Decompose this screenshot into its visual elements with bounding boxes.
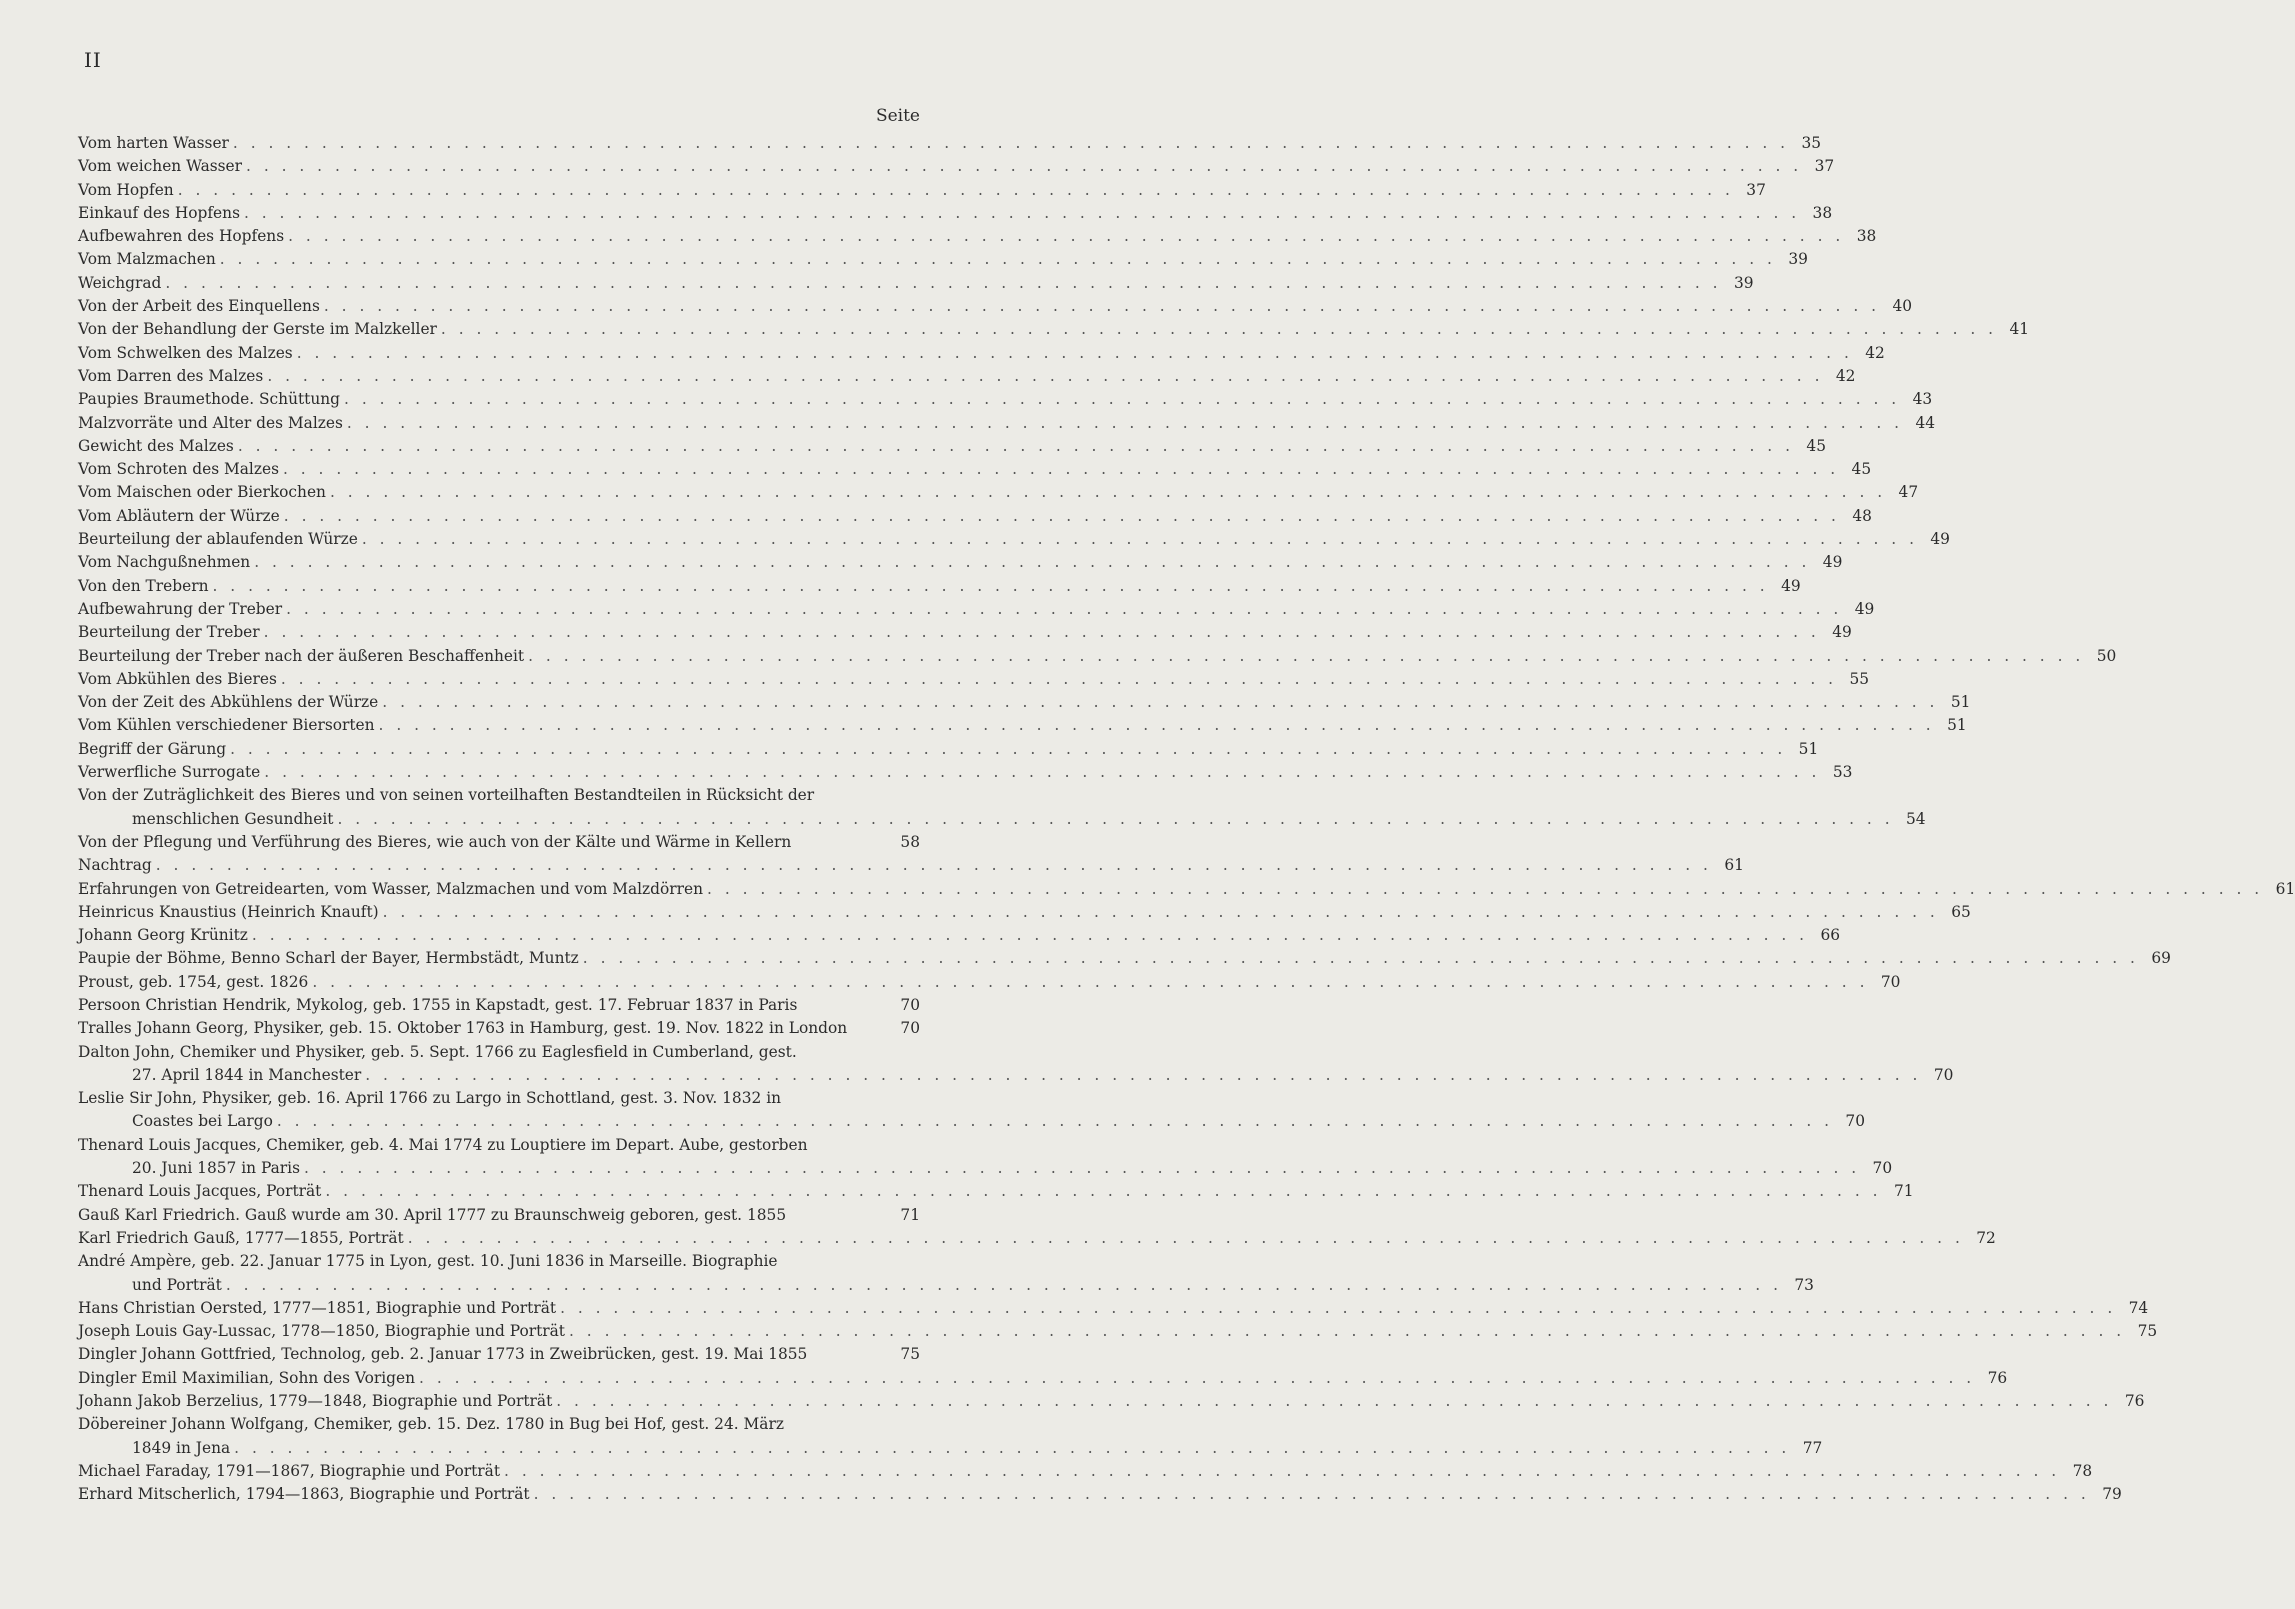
toc-entry [78,412,1936,435]
toc-entry-title: Erfahrungen von Getreidearten, vom Wasser, Malzmachen und vom Malzdörren [78,879,704,898]
toc-entry-title: Döbereiner Johann Wolfgang, Chemiker, geb. 15. Dez. 1780 in Bug bei Hof, gest. 24. März [78,1415,784,1434]
dot-leader [375,714,1941,737]
toc-entry-title: Paupie der Böhme, Benno Scharl der Bayer, Hermbstädt, Muntz [78,949,579,968]
toc-entry [78,784,1926,831]
toc-entry-title: Vom Malzmachen [78,250,216,269]
toc-entry-page: 70 [900,995,920,1014]
toc-entry-title-continued: Coastes bei Largo [132,1112,273,1131]
toc-entry-title: Johann Georg Krünitz [78,926,248,945]
toc-entry-title-continued: 1849 in Jena [132,1438,231,1457]
toc-entry [78,924,1841,947]
toc-entry [78,598,1875,621]
toc-entry-page: 49 [1832,623,1852,642]
toc-entry [78,295,1913,318]
dot-leader [404,1227,1970,1250]
toc-entry-page: 70 [1933,1065,1954,1084]
toc-entry [78,225,1877,248]
toc-entry [78,318,2030,341]
toc-entry-title: Vom Schroten des Malzes [78,460,279,479]
toc-entry-page: 77 [1802,1438,1823,1457]
dot-leader [230,1437,1796,1460]
dot-leader [343,412,1909,435]
toc-entry-page: 61 [1724,856,1744,875]
toc-entry-page: 66 [1820,926,1841,945]
toc-entry-title: Von den Trebern [78,576,209,595]
toc-entry-title: Persoon Christian Hendrik, Mykolog, geb. 1755 in Kapstadt, gest. 17. Februar 1837 in Paris [78,995,798,1014]
dot-leader [579,947,2145,970]
toc-entry-page: 61 [2275,879,2295,898]
toc-entry-page: 41 [2009,320,2030,339]
toc-entry [78,1320,2158,1343]
toc-entry-page: 65 [1951,902,1971,921]
toc-entry-title: Thenard Louis Jacques, Porträt [78,1182,322,1201]
toc-entry-page: 51 [1947,716,1967,735]
toc-entry-page: 49 [1930,530,1950,549]
toc-entry-title: Beurteilung der Treber nach der äußeren Beschaffenheit [78,646,525,665]
toc-entry-page: 50 [2096,646,2117,665]
toc-entry-page: 49 [1781,576,1801,595]
toc-entry-title-continued: 27. April 1844 in Manchester [132,1065,362,1084]
toc-entry-title: Vom Hopfen [78,180,174,199]
dot-leader [222,1274,1788,1297]
dot-leader [500,1460,2066,1483]
dot-leader [216,248,1782,271]
toc-entry-page: 49 [1822,553,1843,572]
toc-entry-page: 51 [1798,739,1819,758]
dot-leader [530,1483,2096,1506]
dot-leader [300,1157,1866,1180]
toc-entry-title: Einkauf des Hopfens [78,203,240,222]
toc-entry-page: 70 [1845,1112,1866,1131]
toc-entry [78,1297,2149,1320]
toc-entry-page: 75 [2137,1322,2158,1341]
dot-leader [320,295,1886,318]
dot-leader [326,481,1892,504]
toc-entry [78,1180,1914,1203]
toc-entry [78,994,920,1017]
toc-entry [78,854,1744,877]
toc-entry [78,645,2117,668]
toc-entry [78,435,1826,458]
toc-entry-page: 70 [1880,972,1901,991]
toc-entry-title: Vom Darren des Malzes [78,366,264,385]
dot-leader [277,668,1843,691]
toc-entry [78,1390,2145,1413]
toc-entry-title: Thenard Louis Jacques, Chemiker, geb. 4. Mai 1774 zu Louptiere im Depart. Aube, gestorben [78,1135,808,1154]
table-of-contents [78,132,2295,1507]
toc-entry-page: 47 [1898,483,1919,502]
toc-entry-title: Proust, geb. 1754, gest. 1826 [78,972,309,991]
toc-entry [78,528,1950,551]
dot-leader [263,365,1829,388]
toc-entry [78,714,1967,737]
toc-entry-title: Joseph Louis Gay-Lussac, 1778—1850, Biographie und Porträt [78,1322,565,1341]
toc-entry-page: 73 [1794,1275,1814,1294]
toc-entry-page: 38 [1812,203,1833,222]
toc-entry [78,901,1971,924]
dot-leader [321,1180,1887,1203]
toc-entry [78,738,1819,761]
dot-leader [340,388,1906,411]
toc-entry-title: Weichgrad [78,273,162,292]
toc-entry-title-continued: 20. Juni 1857 in Paris [132,1159,300,1178]
toc-entry-page: 37 [1814,157,1835,176]
toc-entry-title: Tralles Johann Georg, Physiker, geb. 15. Oktober 1763 in Hamburg, gest. 19. Nov. 1822 in London [78,1019,848,1038]
toc-entry-page: 45 [1806,436,1826,455]
dot-leader [273,1110,1839,1133]
toc-entry [78,458,1872,481]
toc-entry-title: Gauß Karl Friedrich. Gauß wurde am 30. April 1777 zu Braunschweig geboren, gest. 1855 [78,1205,787,1224]
toc-entry-title: Beurteilung der ablaufenden Würze [78,530,358,549]
toc-entry-title: Vom Maischen oder Bierkochen [78,483,326,502]
toc-entry-page: 42 [1835,366,1856,385]
page-number: II [84,48,102,72]
dot-leader [260,761,1826,784]
toc-entry [78,831,920,854]
dot-leader [293,342,1859,365]
dot-leader [234,435,1800,458]
toc-entry-title: Vom Abläutern der Würze [78,506,280,525]
dot-leader [565,1320,2131,1343]
toc-entry-page: 35 [1801,134,1822,152]
dot-leader [282,598,1848,621]
toc-entry-title: Paupies Braumethode. Schüttung [78,390,341,409]
dot-leader [226,738,1792,761]
toc-entry [78,761,1853,784]
toc-entry-page: 53 [1832,763,1853,782]
toc-entry-title: Johann Jakob Berzelius, 1779—1848, Biographie und Porträt [78,1392,553,1411]
toc-entry-page: 43 [1912,390,1933,409]
toc-entry [78,388,1933,411]
toc-entry [78,1343,920,1366]
toc-entry-page: 78 [2072,1461,2093,1480]
toc-entry-title-continued: und Porträt [132,1275,222,1294]
toc-entry-title: Dalton John, Chemiker und Physiker, geb. 5. Sept. 1766 zu Eaglesfield in Cumberland, gest. [78,1042,797,1061]
toc-entry-title: Von der Zeit des Abkühlens der Würze [78,693,379,712]
toc-entry [78,1087,1866,1134]
toc-entry [78,621,1852,644]
toc-entry-title: Verwerfliche Surrogate [78,763,261,782]
toc-entry [78,551,1843,574]
toc-entry-title: Vom Nachgußnehmen [78,553,251,572]
toc-entry-page: 49 [1854,599,1875,618]
toc-entry-title: Nachtrag [78,856,152,875]
toc-entry-page: 79 [2102,1485,2122,1504]
dot-leader [174,179,1740,202]
toc-entry [78,132,1822,155]
dot-leader [250,551,1816,574]
dot-leader [284,225,1850,248]
toc-entry-page: 42 [1865,343,1885,362]
dot-leader [552,1390,2118,1413]
toc-entry-page: 39 [1733,273,1754,292]
dot-leader [437,318,2003,341]
toc-entry-title-continued: menschlichen Gesundheit [132,809,334,828]
toc-entry-page: 70 [900,1019,920,1038]
toc-entry-title: Begriff der Gärung [78,739,227,758]
dot-leader [556,1297,2122,1320]
toc-entry-page: 58 [900,832,920,851]
toc-entry-page: 76 [1987,1368,2008,1387]
toc-entry-title: Von der Pflegung und Verführung des Bieres, wie auch von der Kälte und Wärme in Kellern [78,832,792,851]
toc-entry-title: André Ampère, geb. 22. Januar 1775 in Lyon, gest. 10. Juni 1836 in Marseille. Biographie [78,1252,778,1271]
dot-leader [415,1367,1981,1390]
toc-entry-page: 71 [1893,1182,1914,1201]
toc-entry-title: Gewicht des Malzes [78,436,234,455]
dot-leader [703,878,2269,901]
dot-leader [379,901,1945,924]
toc-entry-title: Michael Faraday, 1791—1867, Biographie und Porträt [78,1461,501,1480]
toc-entry [78,481,1919,504]
toc-entry [78,202,1833,225]
toc-entry-title: Beurteilung der Treber [78,623,260,642]
toc-entry-title: Vom Kühlen verschiedener Biersorten [78,716,375,735]
toc-entry [78,272,1754,295]
toc-entry-page: 54 [1906,809,1926,828]
toc-entry-title: Hans Christian Oersted, 1777—1851, Biographie und Porträt [78,1298,557,1317]
toc-entry-title: Erhard Mitscherlich, 1794—1863, Biographie und Porträt [78,1485,530,1504]
dot-leader [152,854,1718,877]
toc-entry-title: Vom harten Wasser [78,134,229,152]
toc-entry-page: 45 [1851,460,1872,479]
page-column-header: Seite [875,106,920,126]
toc-entry [78,1041,1954,1088]
toc-entry-title: Karl Friedrich Gauß, 1777—1855, Porträt [78,1228,404,1247]
toc-entry [78,1367,2008,1390]
toc-entry-title: Leslie Sir John, Physiker, geb. 16. April 1766 zu Largo in Schottland, gest. 3. Nov. 1832 in [78,1089,782,1108]
dot-leader [361,1064,1927,1087]
dot-leader [524,645,2090,668]
toc-entry-page: 39 [1788,250,1808,269]
dot-leader [248,924,1814,947]
dot-leader [240,202,1806,225]
dot-leader [308,971,1874,994]
toc-entry-page: 74 [2128,1298,2149,1317]
toc-entry [78,1204,920,1227]
toc-entry-title: Vom Abkühlen des Bieres [78,669,277,688]
toc-entry-page: 44 [1915,413,1936,432]
toc-entry [78,1460,2093,1483]
toc-entry-page: 71 [900,1205,920,1224]
toc-entry-page: 69 [2151,949,2171,968]
toc-entry-page: 40 [1892,297,1913,316]
toc-entry-title: Aufbewahrung der Treber [78,599,283,618]
toc-entry-page: 38 [1856,227,1877,246]
toc-entry-page: 51 [1950,693,1971,712]
toc-entry [78,575,1801,598]
toc-entry [78,365,1856,388]
toc-entry-title: Dingler Johann Gottfried, Technolog, geb. 2. Januar 1773 in Zweibrücken, gest. 19. Mai 1855 [78,1345,808,1364]
toc-entry-page: 37 [1746,180,1766,199]
toc-entry [78,1250,1814,1297]
toc-entry-page: 48 [1852,506,1872,525]
toc-entry-title: Vom Schwelken des Malzes [78,343,293,362]
dot-leader [280,505,1846,528]
toc-entry-page: 76 [2124,1392,2145,1411]
toc-entry [78,691,1971,714]
dot-leader [229,132,1795,155]
toc-entry [78,1134,1893,1181]
toc-entry [78,668,1870,691]
toc-entry-page: 70 [1872,1159,1893,1178]
toc-entry-page: 55 [1849,669,1870,688]
toc-entry-title: Von der Arbeit des Einquellens [78,297,320,316]
toc-entry [78,342,1885,365]
dot-leader [279,458,1845,481]
toc-entry-page: 72 [1976,1228,1996,1247]
dot-leader [378,691,1944,714]
toc-entry [78,1017,920,1040]
toc-entry [78,1227,1996,1250]
toc-entry [78,155,1835,178]
toc-entry [78,179,1766,202]
toc-entry-title: Malzvorräte und Alter des Malzes [78,413,343,432]
dot-leader [358,528,1924,551]
toc-entry-title: Aufbewahren des Hopfens [78,227,285,246]
dot-leader [260,621,1826,644]
toc-entry-title: Dingler Emil Maximilian, Sohn des Vorigen [78,1368,416,1387]
toc-entry-page: 75 [900,1345,920,1364]
toc-entry [78,971,1901,994]
toc-entry-title: Von der Zuträglichkeit des Bieres und von seinen vorteilhaften Bestandteilen in Rücksicht der [78,786,815,805]
dot-leader [242,155,1808,178]
toc-entry [78,878,2295,901]
dot-leader [161,272,1727,295]
toc-entry-title: Heinricus Knaustius (Heinrich Knauft) [78,902,379,921]
toc-entry [78,505,1872,528]
dot-leader [333,808,1899,831]
toc-entry [78,947,2171,970]
toc-entry-title: Von der Behandlung der Gerste im Malzkeller [78,320,437,339]
dot-leader [209,575,1775,598]
toc-entry [78,1413,1823,1460]
toc-entry [78,1483,2122,1506]
toc-entry [78,248,1808,271]
toc-entry-title: Vom weichen Wasser [78,157,243,176]
